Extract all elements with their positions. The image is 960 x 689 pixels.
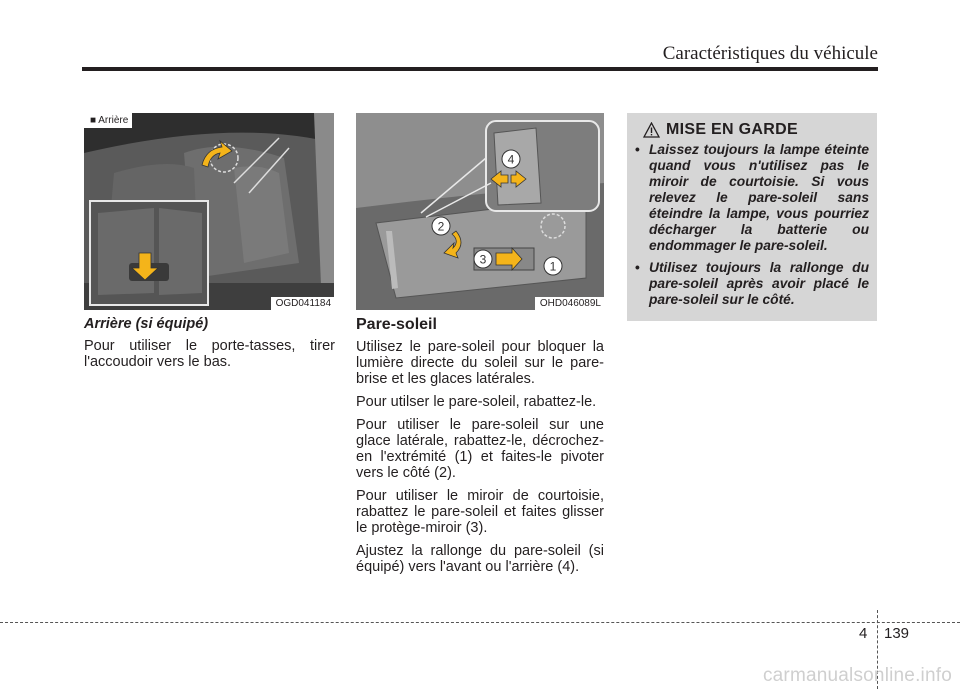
rear-armrest-photo <box>84 113 334 310</box>
page-number: 139 <box>884 625 910 642</box>
rear-armrest-heading: Arrière (si équipé) <box>84 316 209 332</box>
sun-visor-paragraph: Utilisez le pare-soleil pour bloquer la lumière directe du soleil sur le pare-brise et les glaces latérales. <box>356 339 604 387</box>
rear-armrest-section <box>84 316 335 377</box>
sun-visor-section <box>356 316 604 582</box>
callout-3: 3 <box>479 252 487 267</box>
bullet-icon: • <box>635 260 640 275</box>
callout-1: 1 <box>549 259 557 274</box>
figure-code-rear: OGD041184 <box>271 297 334 310</box>
warning-item <box>635 260 869 308</box>
warning-item <box>635 142 869 254</box>
bullet-icon: • <box>635 142 640 157</box>
chapter-number: 4 <box>859 625 868 642</box>
footer-rule <box>0 622 960 623</box>
sun-visor-paragraph: Pour utilser le pare-soleil, rabattez-le. <box>356 394 597 410</box>
warning-item-text: Utilisez toujours la rallonge du pare-soleil après avoir placé le pare-soleil sur le côté. <box>649 260 869 307</box>
callout-4: 4 <box>507 152 515 167</box>
sun-visor-paragraph: Ajustez la rallonge du pare-soleil (si équipé) vers l'avant ou l'arrière (4). <box>356 543 604 575</box>
warning-triangle-icon <box>643 122 660 138</box>
sun-visor-illustration <box>356 113 604 310</box>
sun-visor-photo <box>356 113 604 310</box>
sun-visor-paragraph: Pour utiliser le miroir de courtoisie, rabattez le pare-soleil et faites glisser le protège-miroir (3). <box>356 488 604 536</box>
page-header-title: Caractéristiques du véhicule <box>662 43 878 64</box>
sun-visor-paragraph: Pour utiliser le pare-soleil sur une glace latérale, rabattez-le, décrochez-en l'extrémité (1) et faites-le pivoter vers le côté (2). <box>356 417 604 481</box>
warning-box <box>627 113 877 321</box>
warning-item-text: Laissez toujours la lampe éteinte quand vous n'utilisez pas le miroir de courtoisie. Si vous relevez le pare-soleil sans éteindre la lampe, vous pourriez décharger la batterie ou endommager le pare-soleil. <box>649 142 869 253</box>
figure-tag-rear: ■ Arrière <box>84 113 132 128</box>
warning-list <box>635 142 869 308</box>
callout-2: 2 <box>437 219 445 234</box>
sun-visor-heading: Pare-soleil <box>356 316 437 333</box>
rear-armrest-body: Pour utiliser le porte-tasses, tirer l'accoudoir vers le bas. <box>84 338 335 370</box>
site-watermark: carmanualsonline.info <box>762 665 952 686</box>
header-rule <box>82 67 878 71</box>
figure-code-visor: OHD046089L <box>535 297 604 310</box>
warning-title: MISE EN GARDE <box>666 121 798 138</box>
rear-seat-illustration <box>84 113 334 310</box>
warning-header <box>635 121 869 139</box>
